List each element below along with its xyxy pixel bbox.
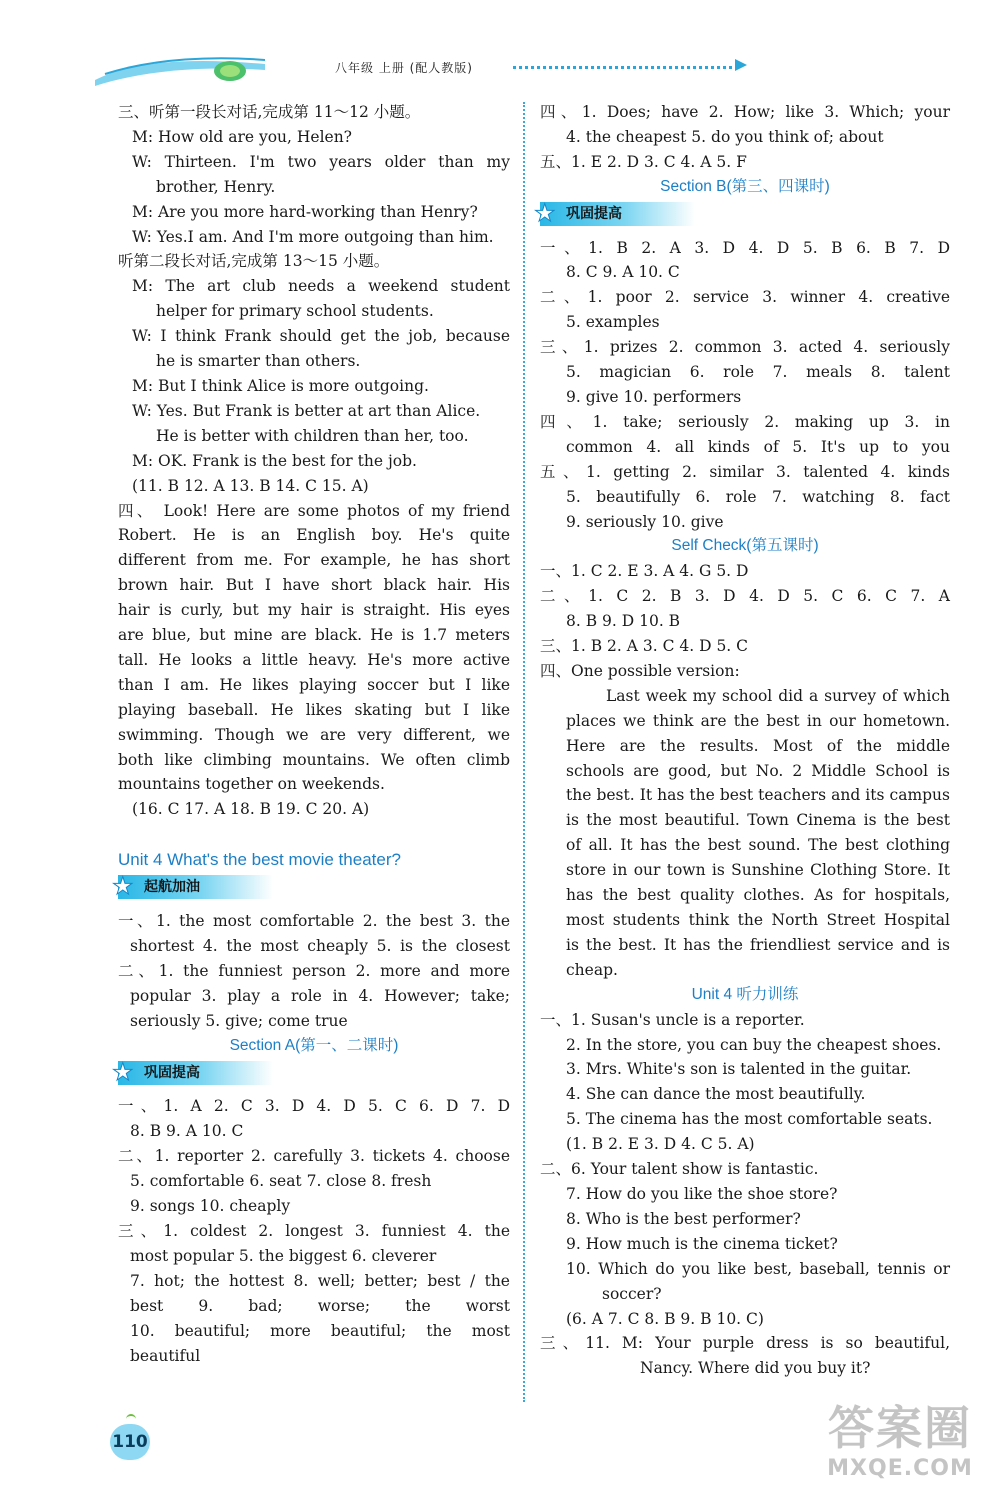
text-line: 5. The cinema has the most comfortable seats. bbox=[566, 1110, 933, 1129]
text-line: brown hair. But I have short black hair. His bbox=[118, 576, 510, 595]
text-line: 三、11. M: Your purple dress is so beautiful, bbox=[540, 1334, 950, 1353]
text-line: are blue, but mine are black. He is 1.7 meters bbox=[118, 626, 510, 645]
answer-line: 五、1. E 2. D 3. C 4. A 5. F bbox=[540, 152, 747, 171]
answer-line: (11. B 12. A 13. B 14. C 15. A) bbox=[132, 476, 369, 495]
text-line: 一、1. Susan's uncle is a reporter. bbox=[540, 1010, 805, 1029]
text-line: than I am. He likes playing soccer but I like bbox=[118, 675, 510, 694]
text-line: the best. It has the best teachers and its campus bbox=[566, 786, 950, 805]
text-line: soccer? bbox=[602, 1284, 662, 1303]
answer-line: 二、1. the funniest person 2. more and more bbox=[118, 961, 510, 980]
text-line: 7. How do you like the shoe store? bbox=[566, 1184, 838, 1203]
answer-line: 二、1. reporter 2. carefully 3. tickets 4. choose bbox=[118, 1147, 510, 1166]
answer-line: 三、1. B 2. A 3. C 4. D 5. C bbox=[540, 637, 749, 656]
text-line: 2. In the store, you can buy the cheapest shoes. bbox=[566, 1035, 942, 1054]
answer-line: 一、1. the most comfortable 2. the best 3. the bbox=[118, 912, 510, 931]
text-line: places we think are the best in our hometown. bbox=[566, 711, 950, 730]
watermark-en: MXQE.COM bbox=[827, 1456, 973, 1481]
answer-line: 5. magician 6. role 7. meals 8. talent bbox=[566, 363, 950, 382]
answer-line: 5. beautifully 6. role 7. watching 8. fact bbox=[566, 487, 950, 506]
answer-line: seriously 5. give; come true bbox=[130, 1011, 348, 1030]
star-icon: ★ bbox=[112, 872, 134, 901]
text-line: Last week my school did a survey of which bbox=[606, 686, 950, 705]
header-dotted-line bbox=[513, 66, 738, 69]
text-line: hair is curly, but my hair is straight. His eyes bbox=[118, 601, 510, 620]
text-line: schools are good, but No. 2 Middle School is bbox=[566, 761, 950, 780]
text-line: 听第二段长对话,完成第 13～15 小题。 bbox=[118, 252, 390, 271]
answer-line: 五、1. getting 2. similar 3. talented 4. kinds bbox=[540, 462, 950, 481]
page-number: 110 bbox=[110, 1424, 150, 1460]
text-line: 四、 Look! Here are some photos of my friend bbox=[118, 501, 510, 520]
text-line: Robert. He is an English boy. He's quite bbox=[118, 526, 510, 545]
text-line: 三、听第一段长对话,完成第 11～12 小题。 bbox=[118, 103, 421, 121]
answer-line: 8. B 9. D 10. B bbox=[566, 612, 681, 631]
text-line: W: Thirteen. I'm two years older than my bbox=[132, 152, 510, 171]
badge-label: 巩固提高 bbox=[144, 1064, 200, 1081]
section-heading: Section B(第三、四课时) bbox=[660, 177, 830, 195]
text-line: 10. Which do you like best, baseball, tennis or bbox=[566, 1259, 950, 1278]
answer-line: shortest 4. the most cheaply 5. is the closest bbox=[130, 937, 510, 955]
section-badge bbox=[534, 198, 695, 227]
answer-line: 7. hot; the hottest 8. well; better; best / the bbox=[130, 1271, 510, 1290]
star-icon: ★ bbox=[534, 198, 556, 227]
answer-line: (1. B 2. E 3. D 4. C 5. A) bbox=[566, 1135, 755, 1154]
arrow-right-icon bbox=[735, 59, 747, 71]
answer-line: 9. songs 10. cheaply bbox=[130, 1197, 291, 1216]
header-title: 八年级 上册 (配人教版) bbox=[335, 61, 473, 75]
answer-line: 一、1. C 2. E 3. A 4. G 5. D bbox=[540, 562, 749, 581]
unit-title: Unit 4 What's the best movie theater? bbox=[118, 850, 401, 870]
answer-line: (6. A 7. C 8. B 9. B 10. C) bbox=[566, 1309, 764, 1328]
answer-line: 10. beautiful; more beautiful; the most bbox=[130, 1321, 510, 1340]
badge-label: 起航加油 bbox=[144, 879, 200, 896]
section-heading: Unit 4 听力训练 bbox=[691, 985, 799, 1003]
text-line: W: I think Frank should get the job, because bbox=[132, 327, 510, 346]
text-line: Here are the results. Most of the middle bbox=[566, 736, 950, 755]
answer-line: 三、1. coldest 2. longest 3. funniest 4. the bbox=[118, 1221, 510, 1240]
answer-line: 三、1. prizes 2. common 3. acted 4. seriously bbox=[540, 338, 950, 357]
answer-line: (16. C 17. A 18. B 19. C 20. A) bbox=[132, 800, 370, 819]
text-line: most students think the North Street Hospital bbox=[566, 911, 950, 929]
answer-line: 一、1. B 2. A 3. D 4. D 5. B 6. B 7. D bbox=[540, 238, 950, 257]
answer-line: 二、1. poor 2. service 3. winner 4. creative bbox=[540, 288, 950, 307]
watermark-cn: 答案圈 bbox=[828, 1401, 972, 1455]
text-line: 8. Who is the best performer? bbox=[566, 1209, 801, 1228]
text-line: is the most beautiful. Town Cinema is the best bbox=[566, 811, 950, 830]
answer-line: 5. examples bbox=[566, 313, 660, 332]
text-line: W: Yes.I am. And I'm more outgoing than him. bbox=[132, 227, 494, 246]
answer-line: 9. give 10. performers bbox=[566, 387, 742, 406]
star-icon: ★ bbox=[112, 1057, 134, 1086]
text-line: M: But I think Alice is more outgoing. bbox=[132, 376, 429, 395]
text-line: helper for primary school students. bbox=[156, 302, 434, 321]
text-line: has the best quality clothes. As for hospitals, bbox=[566, 886, 950, 905]
watermark bbox=[820, 1400, 980, 1482]
right-column bbox=[534, 100, 950, 1381]
answer-line: 4. the cheapest 5. do you think of; about bbox=[566, 127, 884, 146]
text-line: is the best. It has the friendliest service and is bbox=[566, 935, 950, 954]
text-line: 4. She can dance the most beautifully. bbox=[566, 1085, 866, 1104]
header-leaf-icon bbox=[213, 60, 247, 82]
text-line: He is better with children than her, too. bbox=[156, 426, 469, 445]
answer-line: 8. B 9. A 10. C bbox=[130, 1122, 244, 1141]
text-line: swimming. Though we are very different, we bbox=[118, 725, 510, 744]
section-heading: Section A(第一、二课时) bbox=[229, 1036, 399, 1054]
text-line: Nancy. Where did you buy it? bbox=[640, 1359, 871, 1378]
section-badge bbox=[112, 1057, 273, 1086]
text-line: of all. It has the best sound. The best clothing bbox=[566, 836, 950, 855]
answer-line: beautiful bbox=[130, 1346, 201, 1365]
text-line: store in our town is Sunshine Clothing Store. It bbox=[566, 861, 950, 880]
section-heading: Self Check(第五课时) bbox=[671, 537, 819, 555]
text-line: 四、One possible version: bbox=[540, 661, 740, 680]
text-line: mountains together on weekends. bbox=[118, 775, 385, 794]
answer-line: 一、1. A 2. C 3. D 4. D 5. C 6. D 7. D bbox=[118, 1097, 510, 1116]
text-line: cheap. bbox=[566, 960, 618, 979]
answer-line: 5. comfortable 6. seat 7. close 8. fresh bbox=[130, 1172, 432, 1191]
answer-line: common 4. all kinds of 5. It's up to you bbox=[566, 437, 950, 456]
text-line: 二、6. Your talent show is fantastic. bbox=[540, 1160, 819, 1179]
answer-line: 四、1. Does; have 2. How; like 3. Which; your bbox=[540, 103, 950, 121]
text-line: M: OK. Frank is the best for the job. bbox=[132, 451, 417, 470]
text-line: M: The art club needs a weekend student bbox=[132, 277, 510, 296]
answer-line: popular 3. play a role in 4. However; take; bbox=[130, 986, 510, 1005]
column-divider bbox=[523, 102, 525, 1402]
answer-line: 9. seriously 10. give bbox=[566, 512, 724, 531]
answer-line: 四、1. take; seriously 2. making up 3. in bbox=[540, 412, 950, 431]
answer-line: best 9. bad; worse; the worst bbox=[130, 1296, 510, 1315]
answer-line: most popular 5. the biggest 6. cleverer bbox=[130, 1246, 437, 1265]
leaf-icon bbox=[126, 1414, 136, 1424]
page-header bbox=[95, 54, 665, 88]
section-badge bbox=[112, 872, 273, 901]
text-line: playing baseball. He likes skating but I like bbox=[118, 700, 510, 719]
text-line: brother, Henry. bbox=[156, 177, 276, 196]
text-line: both like climbing mountains. We often climb bbox=[118, 750, 510, 769]
text-line: different from me. For example, he has short bbox=[118, 551, 510, 570]
left-column bbox=[112, 100, 510, 1368]
text-line: 9. How much is the cinema ticket? bbox=[566, 1234, 838, 1253]
badge-label: 巩固提高 bbox=[566, 205, 622, 222]
text-line: M: How old are you, Helen? bbox=[132, 127, 352, 146]
text-line: M: Are you more hard-working than Henry? bbox=[132, 202, 478, 221]
answer-line: 8. C 9. A 10. C bbox=[566, 263, 680, 282]
text-line: he is smarter than others. bbox=[156, 352, 361, 371]
text-line: tall. He looks a little heavy. He's more active bbox=[118, 650, 510, 669]
text-line: 3. Mrs. White's son is talented in the guitar. bbox=[566, 1060, 912, 1079]
text-line: W: Yes. But Frank is better at art than Alice. bbox=[132, 401, 481, 420]
answer-line: 二、1. C 2. B 3. D 4. D 5. C 6. C 7. A bbox=[540, 587, 950, 606]
